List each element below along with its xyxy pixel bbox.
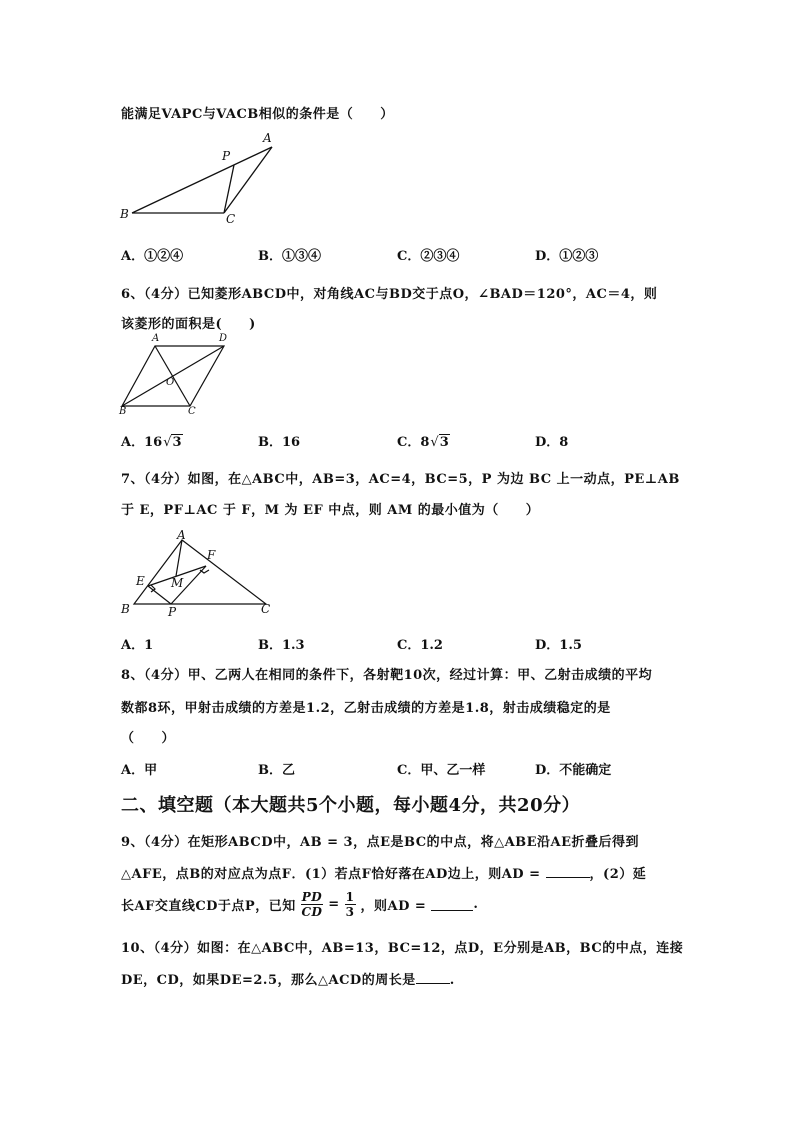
q9-line2-tail: ，(2）延 [589,867,647,882]
q9-answer-blank-2[interactable] [431,898,473,911]
q5-stem: 能满足VAPC与VACB相似的条件是（ ） [121,107,394,122]
q5-label-c: C [226,212,236,226]
q7-label-m: M [171,576,184,590]
radical-icon: √ [430,435,439,450]
q10-answer-blank[interactable] [416,971,450,984]
q9-line3-mid: ，则AD = [360,899,427,914]
q9-line3-end: . [473,897,479,912]
q9-stem-line2 [121,863,646,882]
q6-option-d[interactable]: D．8 [535,435,569,450]
q7-label-f: F [207,548,216,562]
q6-label-a: A [152,333,160,344]
q5-option-b[interactable]: B．①③④ [258,249,321,264]
q5-option-c[interactable]: C．②③④ [397,249,460,264]
q9-stem-line1: 9、（4分）在矩形ABCD中，AB = 3，点E是BC的中点，将△ABE沿AE折叠后得到 [121,835,640,850]
q6-option-b[interactable]: B．16 [258,435,301,450]
q6-option-c-text: C．8 [397,435,430,450]
q9-line3-text: 长AF交直线CD于点P，已知 [121,899,296,914]
q9-fraction-one-third [345,890,356,919]
q10-stem-line1: 10、（4分）如图：在△ABC中，AB=13，BC=12，点D，E分别是AB，BC的中点，连接 [121,941,684,956]
q5-option-d[interactable]: D．①②③ [535,249,599,264]
section-heading-fill-in: 二、填空题（本大题共5个小题，每小题4分，共20分） [121,795,581,816]
q7-stem-line2: 于 E，PF⊥AC 于 F，M 为 EF 中点，则 AM 的最小值为（ ） [121,503,540,518]
q7-label-b: B [121,602,130,616]
q10-line2-end: . [449,973,455,988]
q9-line2-text: △AFE，点B的对应点为点F．(1）若点F恰好落在AD边上，则AD = [121,867,541,882]
q9-stem-line3 [121,890,478,919]
q7-label-a: A [177,528,186,542]
q7-option-d[interactable]: D．1.5 [535,638,582,653]
q9-answer-blank-1[interactable] [546,865,590,878]
q7-label-p: P [168,605,177,619]
q9-frac2-denominator: 3 [345,905,355,919]
q5-label-a: A [263,131,272,145]
q8-option-c[interactable]: C．甲、乙一样 [397,763,486,778]
q7-option-c[interactable]: C．1.2 [397,638,443,653]
q6-stem-line1: 6、（4分）已知菱形ABCD中，对角线AC与BD交于点O，∠BAD＝120°，AC＝4，则 [121,287,658,302]
q10-line2-text: DE，CD，如果DE=2.5，那么△ACD的周长是 [121,973,416,988]
q5-option-a[interactable]: A．①②④ [121,249,184,264]
q9-fraction-pd-cd [301,890,323,919]
q6-label-d: D [219,333,228,344]
q6-label-b: B [119,406,127,417]
q5-label-p: P [222,149,231,163]
q8-option-b[interactable]: B．乙 [258,763,295,778]
q7-stem-line1: 7、（4分）如图，在△ABC中，AB=3，AC=4，BC=5，P 为边 BC 上一动点，PE⊥AB [121,472,680,487]
q6-option-a-radicand: 3 [172,435,182,450]
q7-option-b[interactable]: B．1.3 [258,638,305,653]
q9-frac2-numerator: 1 [345,890,355,904]
q9-equals: = [328,897,340,912]
q6-option-c-radicand: 3 [439,435,449,450]
q6-stem-line2: 该菱形的面积是( ) [121,317,256,332]
q7-label-e: E [136,574,145,588]
radical-icon: √ [163,435,172,450]
q8-option-d[interactable]: D．不能确定 [535,763,612,778]
q8-stem-line1: 8、（4分）甲、乙两人在相同的条件下，各射靶10次，经过计算：甲、乙射击成绩的平均 [121,668,653,683]
q8-stem-line3: （ ） [121,731,176,746]
q10-stem-line2 [121,969,455,988]
q7-label-c: C [261,602,271,616]
q8-stem-line2: 数都8环，甲射击成绩的方差是1.2，乙射击成绩的方差是1.8，射击成绩稳定的是 [121,701,611,716]
q8-option-a[interactable]: A．甲 [121,763,158,778]
q5-label-b: B [120,207,129,221]
q9-frac-numerator: PD [301,890,323,904]
q6-label-o: O [166,377,175,388]
q9-frac-denominator: CD [301,905,323,919]
q7-option-a[interactable]: A．1 [121,638,154,653]
q6-label-c: C [188,406,196,417]
q6-option-a-text: A．16 [121,435,163,450]
